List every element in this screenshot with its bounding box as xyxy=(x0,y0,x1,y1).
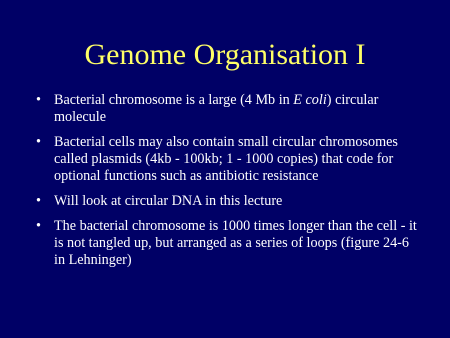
bullet-text-italic: E coli xyxy=(293,92,327,108)
bullet-glyph: • xyxy=(36,218,41,234)
bullet-text-part: Will look at circular DNA in this lecture xyxy=(54,193,283,209)
bullet-glyph: • xyxy=(36,92,41,108)
bullet-text-part: The bacterial chromosome is 1000 times longer than the cell - it is not tangled up, but arranged as a series of loops (figure 24-6 in Lehninger) xyxy=(54,218,417,268)
slide-title: Genome Organisation I xyxy=(84,38,366,71)
bullet-item-3 xyxy=(36,193,420,210)
bullet-item-4 xyxy=(36,218,420,269)
bullet-text-part: ) circular molecule xyxy=(54,92,379,125)
bullet-text-part: Bacterial chromosome is a large (4 Mb in xyxy=(54,92,294,108)
bullet-text-part: Bacterial cells may also contain small circular chromosomes called plasmids (4kb - 100kb; 1 - 1000 copies) that code for optional functions such as antibiotic resistance xyxy=(54,134,398,184)
bullet-item-1 xyxy=(36,92,420,126)
bullet-glyph: • xyxy=(36,193,41,209)
bullet-list xyxy=(36,92,420,277)
bullet-item-2 xyxy=(36,134,420,185)
bullet-glyph: • xyxy=(36,134,41,150)
